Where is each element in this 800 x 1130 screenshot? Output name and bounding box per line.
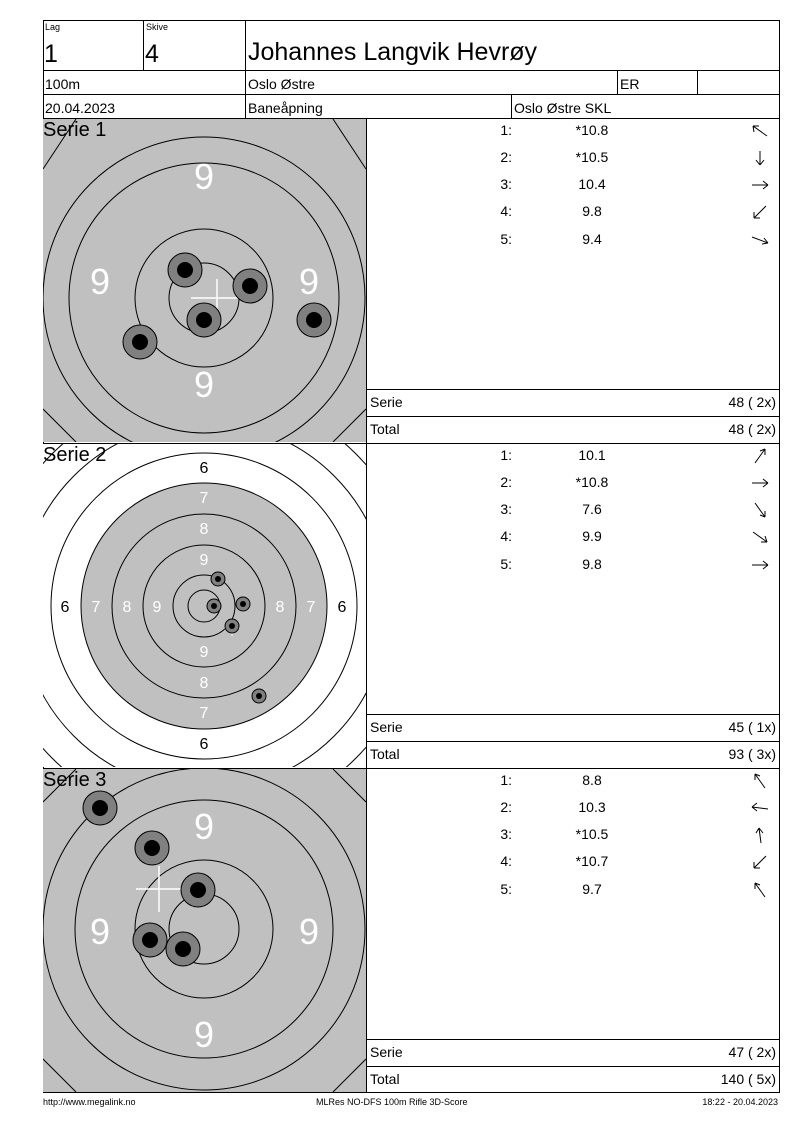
shot-hole [83, 791, 117, 825]
shot-list-serie-1 [367, 120, 779, 390]
lag-label: Lag [45, 22, 61, 32]
direction-arrow-icon [750, 203, 770, 221]
direction-arrow-icon [750, 122, 770, 140]
shot-value: 9.8 [582, 556, 602, 572]
ring-label-six: 6 [199, 736, 209, 753]
total-value: 93 ( 3x) [728, 746, 776, 762]
shot-value: 10.4 [578, 176, 606, 192]
ring-label-seven: 7 [91, 599, 101, 616]
shot-row [367, 474, 777, 494]
serie-sum-row [367, 1039, 779, 1066]
direction-arrow-icon [750, 231, 770, 249]
shot-row [367, 853, 777, 873]
total-label: Total [370, 421, 400, 437]
shot-number: 2: [500, 474, 512, 490]
shot-hole [133, 923, 167, 957]
shot-row [367, 149, 777, 169]
ring-label-eight: 8 [199, 675, 209, 692]
shot-hole [166, 932, 200, 966]
serie-label: Serie [370, 394, 403, 410]
direction-arrow-icon [750, 501, 770, 519]
shot-number: 2: [500, 799, 512, 815]
footer-url[interactable]: http://www.megalink.no [43, 1097, 136, 1107]
ring-label-top: 9 [193, 806, 215, 847]
ring-label-seven: 7 [306, 599, 316, 616]
lag-value: 1 [44, 40, 58, 68]
series-title: Serie 2 [43, 444, 107, 466]
ring-label-nine: 9 [199, 552, 209, 569]
shot-list-serie-2 [367, 445, 779, 715]
shot-number: 3: [500, 826, 512, 842]
direction-arrow-icon [750, 881, 770, 899]
ring-label-seven: 7 [199, 490, 209, 507]
shot-value: *10.5 [575, 826, 609, 842]
shot-hole [233, 269, 267, 303]
skive-value: 4 [145, 40, 159, 68]
footer-software: MLRes NO-DFS 100m Rifle 3D-Score [316, 1097, 468, 1107]
series-title: Serie 1 [43, 119, 107, 141]
direction-arrow-icon [750, 149, 770, 167]
direction-arrow-icon [750, 556, 770, 574]
shot-value: *10.7 [575, 853, 609, 869]
shot-hole [207, 599, 221, 613]
total-sum-row [367, 416, 779, 443]
ring-label-seven: 7 [199, 705, 209, 722]
shot-row [367, 176, 777, 196]
shot-number: 4: [500, 853, 512, 869]
shot-value: 9.7 [582, 881, 602, 897]
shot-hole [181, 873, 215, 907]
shot-number: 1: [500, 447, 512, 463]
date: 20.04.2023 [45, 100, 116, 116]
shot-row [367, 826, 777, 846]
ring-label-top: 9 [193, 156, 215, 197]
shot-value: 10.1 [578, 447, 606, 463]
serie-value: 47 ( 2x) [728, 1044, 776, 1060]
shot-row [367, 556, 777, 576]
total-sum-row [367, 741, 779, 768]
serie-label: Serie [370, 1044, 403, 1060]
shot-value: *10.8 [575, 474, 609, 490]
organizer: Oslo Østre SKL [514, 100, 612, 116]
shot-list-serie-3 [367, 770, 779, 1040]
shot-hole [252, 689, 266, 703]
class: ER [620, 76, 640, 92]
shot-hole [123, 325, 157, 359]
direction-arrow-icon [750, 447, 770, 465]
shot-row [367, 447, 777, 467]
shot-row [367, 528, 777, 548]
shot-hole [225, 619, 239, 633]
direction-arrow-icon [750, 474, 770, 492]
shot-number: 5: [500, 231, 512, 247]
shot-value: *10.5 [575, 149, 609, 165]
serie-value: 45 ( 1x) [728, 719, 776, 735]
ring-label-six: 6 [337, 599, 347, 616]
event: Baneåpning [248, 100, 323, 116]
shot-row [367, 122, 777, 142]
ring-label-bottom: 9 [193, 364, 215, 405]
ring-label-six: 6 [60, 599, 70, 616]
total-label: Total [370, 1071, 400, 1087]
direction-arrow-icon [750, 528, 770, 546]
ring-label-nine: 9 [199, 644, 209, 661]
target-serie-3 [43, 769, 366, 1092]
serie-sum-row [367, 389, 779, 416]
skive-label: Skive [146, 22, 169, 32]
series-title: Serie 3 [43, 769, 107, 791]
shot-value: 9.4 [582, 231, 602, 247]
direction-arrow-icon [750, 799, 770, 817]
shot-number: 5: [500, 556, 512, 572]
shot-number: 4: [500, 203, 512, 219]
ring-label-eight: 8 [199, 521, 209, 538]
ring-label-nine: 9 [152, 599, 162, 616]
ring-label-bottom: 9 [193, 1014, 215, 1055]
shot-hole [211, 572, 225, 586]
shot-hole [168, 253, 202, 287]
shot-row [367, 881, 777, 901]
shot-number: 1: [500, 122, 512, 138]
shot-value: 10.3 [578, 799, 606, 815]
ring-label-eight: 8 [275, 599, 285, 616]
direction-arrow-icon [750, 826, 770, 844]
shot-value: 9.8 [582, 203, 602, 219]
shot-row [367, 772, 777, 792]
shot-hole [187, 303, 221, 337]
total-value: 140 ( 5x) [720, 1071, 776, 1087]
shot-row [367, 231, 777, 251]
distance: 100m [45, 76, 81, 92]
club: Oslo Østre [248, 76, 315, 92]
footer-timestamp: 18:22 - 20.04.2023 [702, 1097, 778, 1107]
ring-label-right: 9 [298, 261, 320, 302]
direction-arrow-icon [750, 853, 770, 871]
shot-value: 8.8 [582, 772, 602, 788]
serie-value: 48 ( 2x) [728, 394, 776, 410]
serie-label: Serie [370, 719, 403, 735]
shot-hole [297, 303, 331, 337]
shot-value: *10.8 [575, 122, 609, 138]
shot-hole [135, 831, 169, 865]
shot-number: 1: [500, 772, 512, 788]
ring-label-right: 9 [298, 911, 320, 952]
direction-arrow-icon [750, 772, 770, 790]
target-serie-1 [43, 119, 366, 442]
direction-arrow-icon [750, 176, 770, 194]
shot-number: 3: [500, 501, 512, 517]
ring-label-left: 9 [89, 911, 111, 952]
shooter-name: Johannes Langvik Hevrøy [248, 38, 538, 66]
ring-label-six: 6 [199, 460, 209, 477]
shot-value: 9.9 [582, 528, 602, 544]
shot-row [367, 501, 777, 521]
total-label: Total [370, 746, 400, 762]
shot-number: 4: [500, 528, 512, 544]
shot-hole [236, 597, 250, 611]
total-value: 48 ( 2x) [728, 421, 776, 437]
ring-label-left: 9 [89, 261, 111, 302]
target-serie-2 [43, 444, 366, 767]
shot-number: 2: [500, 149, 512, 165]
shot-row [367, 203, 777, 223]
serie-sum-row [367, 714, 779, 741]
total-sum-row [367, 1066, 779, 1093]
ring-label-eight: 8 [122, 599, 132, 616]
shot-number: 3: [500, 176, 512, 192]
shot-number: 5: [500, 881, 512, 897]
shot-value: 7.6 [582, 501, 602, 517]
shot-row [367, 799, 777, 819]
